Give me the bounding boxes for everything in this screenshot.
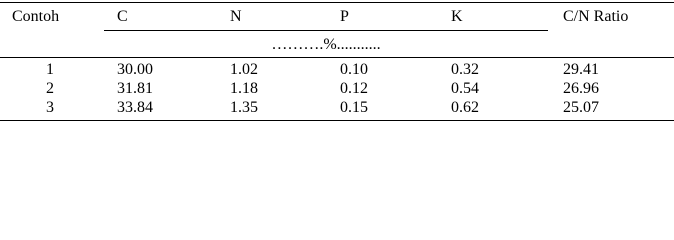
cell-p: 0.12 [340, 80, 368, 97]
cell-k: 0.62 [451, 99, 479, 116]
header-p: P [340, 8, 349, 25]
cell-p: 0.10 [340, 61, 368, 78]
header-bottom-rule [0, 57, 674, 58]
cell-contoh: 3 [46, 99, 54, 116]
cell-c: 31.81 [117, 80, 153, 97]
cell-n: 1.35 [230, 99, 258, 116]
table-bottom-rule [0, 120, 674, 121]
cell-cn-ratio: 26.96 [563, 80, 599, 97]
header-k: K [451, 8, 463, 25]
cell-c: 33.84 [117, 99, 153, 116]
header-contoh: Contoh [12, 8, 60, 25]
cell-p: 0.15 [340, 99, 368, 116]
header-cn-ratio: C/N Ratio [563, 8, 629, 25]
cell-k: 0.32 [451, 61, 479, 78]
table-top-rule [0, 2, 674, 3]
cell-k: 0.54 [451, 80, 479, 97]
cell-contoh: 1 [46, 61, 54, 78]
header-c: C [117, 8, 128, 25]
header-n: N [230, 8, 242, 25]
cell-contoh: 2 [46, 80, 54, 97]
unit-row-percent: ……….%........... [271, 36, 381, 53]
cell-c: 30.00 [117, 61, 153, 78]
header-partial-rule [104, 30, 548, 31]
cell-n: 1.02 [230, 61, 258, 78]
cell-cn-ratio: 25.07 [563, 99, 599, 116]
cell-cn-ratio: 29.41 [563, 61, 599, 78]
cell-n: 1.18 [230, 80, 258, 97]
